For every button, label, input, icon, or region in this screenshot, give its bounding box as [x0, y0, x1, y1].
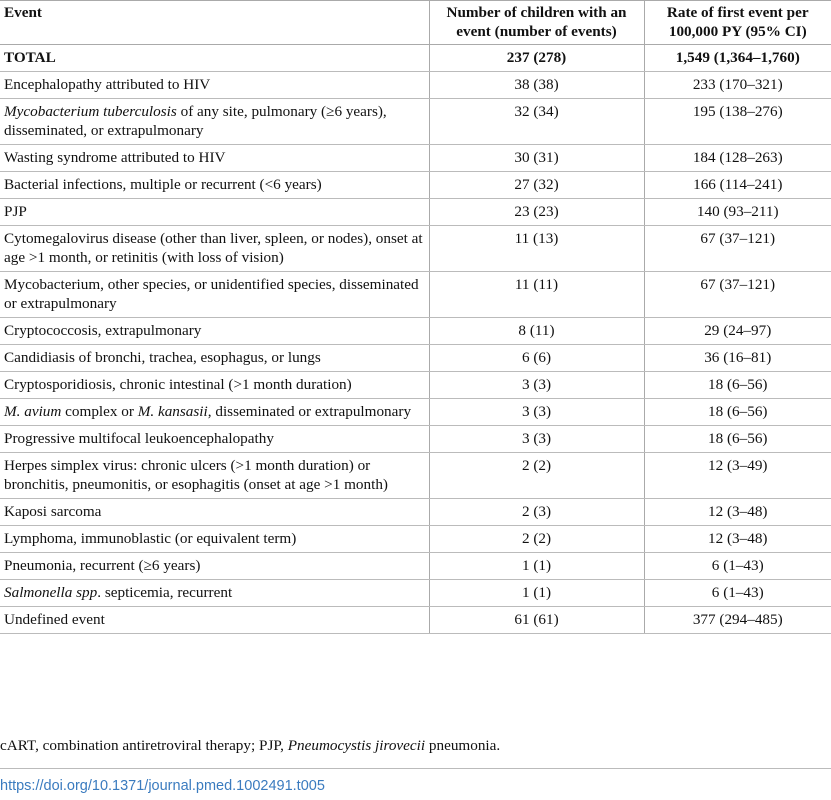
text-run: . septicemia, recurrent [97, 584, 233, 601]
italic-text: Salmonella spp [4, 584, 98, 601]
count-cell: 2 (2) [429, 453, 644, 499]
count-cell: 3 (3) [429, 399, 644, 426]
rate-cell: 6 (1–43) [644, 580, 831, 607]
rate-cell: 18 (6–56) [644, 426, 831, 453]
italic-text: Pneumocystis jirovecii [287, 737, 426, 754]
count-cell: 23 (23) [429, 199, 644, 226]
event-cell [0, 272, 429, 318]
text-run: PJP [4, 203, 27, 220]
rate-cell: 29 (24–97) [644, 318, 831, 345]
table-row [0, 199, 831, 226]
rate-cell: 36 (16–81) [644, 345, 831, 372]
text-run: Lymphoma, immunoblastic (or equivalent term) [4, 530, 297, 547]
count-cell: 11 (11) [429, 272, 644, 318]
table-row [0, 553, 831, 580]
count-cell: 6 (6) [429, 345, 644, 372]
rate-cell: 377 (294–485) [644, 607, 831, 634]
table-row [0, 426, 831, 453]
event-cell [0, 372, 429, 399]
rate-cell: 67 (37–121) [644, 272, 831, 318]
rate-cell: 184 (128–263) [644, 145, 831, 172]
table-row [0, 172, 831, 199]
count-cell: 11 (13) [429, 226, 644, 272]
rate-cell: 12 (3–48) [644, 499, 831, 526]
rate-cell: 1,549 (1,364–1,760) [644, 45, 831, 72]
table-row [0, 345, 831, 372]
event-cell [0, 553, 429, 580]
header-rate: Rate of first event per 100,000 PY (95% CI) [644, 1, 831, 45]
rate-cell: 67 (37–121) [644, 226, 831, 272]
count-cell: 38 (38) [429, 72, 644, 99]
footer-divider [0, 768, 831, 769]
table-row [0, 99, 831, 145]
event-cell [0, 172, 429, 199]
event-cell [0, 199, 429, 226]
count-cell: 237 (278) [429, 45, 644, 72]
text-run: Cryptococcosis, extrapulmonary [4, 322, 202, 339]
rate-cell: 140 (93–211) [644, 199, 831, 226]
rate-cell: 166 (114–241) [644, 172, 831, 199]
event-cell [0, 580, 429, 607]
rate-cell: 12 (3–48) [644, 526, 831, 553]
event-cell [0, 99, 429, 145]
count-cell: 2 (3) [429, 499, 644, 526]
rate-cell: 233 (170–321) [644, 72, 831, 99]
event-cell [0, 453, 429, 499]
count-cell: 8 (11) [429, 318, 644, 345]
text-run: Undefined event [4, 611, 105, 628]
event-cell [0, 607, 429, 634]
count-cell: 61 (61) [429, 607, 644, 634]
event-cell [0, 145, 429, 172]
italic-text: M. kansasii [137, 403, 208, 420]
text-run: Herpes simplex virus: chronic ulcers (>1 month duration) or bronchitis, pneumonitis, or esophagitis (onset at age >1 month) [4, 457, 388, 493]
text-run: of any site, pulmonary (≥6 years), disseminated, or extrapulmonary [4, 103, 387, 139]
table-row [0, 526, 831, 553]
table-row [0, 145, 831, 172]
rate-cell: 12 (3–49) [644, 453, 831, 499]
italic-text: M. avium [4, 403, 62, 420]
table-body [0, 45, 831, 634]
table-row [0, 372, 831, 399]
count-cell: 30 (31) [429, 145, 644, 172]
count-cell: 1 (1) [429, 580, 644, 607]
event-cell [0, 399, 429, 426]
text-run: Progressive multifocal leukoencephalopathy [4, 430, 274, 447]
table-row [0, 318, 831, 345]
text-run: Cryptosporidiosis, chronic intestinal (>1 month duration) [4, 376, 352, 393]
event-cell [0, 72, 429, 99]
event-cell [0, 226, 429, 272]
event-cell [0, 426, 429, 453]
table-row [0, 453, 831, 499]
rate-cell: 18 (6–56) [644, 372, 831, 399]
text-run: pneumonia. [425, 737, 501, 754]
rate-cell: 6 (1–43) [644, 553, 831, 580]
table-row [0, 72, 831, 99]
text-run: Encephalopathy attributed to HIV [4, 76, 211, 93]
count-cell: 1 (1) [429, 553, 644, 580]
event-cell [0, 318, 429, 345]
table-row [0, 272, 831, 318]
text-run: Kaposi sarcoma [4, 503, 102, 520]
text-run: , disseminated or extrapulmonary [207, 403, 412, 420]
event-cell [0, 526, 429, 553]
count-cell: 3 (3) [429, 372, 644, 399]
table-row [0, 226, 831, 272]
text-run: Wasting syndrome attributed to HIV [4, 149, 226, 166]
table-footnote [0, 736, 831, 755]
rate-cell: 18 (6–56) [644, 399, 831, 426]
text-run: Cytomegalovirus disease (other than liver, spleen, or nodes), onset at age >1 month, or retinitis (with loss of vision) [4, 230, 423, 266]
event-cell [0, 45, 429, 72]
event-cell [0, 499, 429, 526]
text-run: Bacterial infections, multiple or recurrent (<6 years) [4, 176, 322, 193]
doi-link[interactable]: https://doi.org/10.1371/journal.pmed.1002491.t005 [0, 778, 325, 794]
table-row [0, 580, 831, 607]
count-cell: 32 (34) [429, 99, 644, 145]
text-run: TOTAL [4, 49, 56, 66]
text-run: Mycobacterium, other species, or unidentified species, disseminated or extrapulmonary [4, 276, 419, 312]
text-run: Candidiasis of bronchi, trachea, esophagus, or lungs [4, 349, 321, 366]
count-cell: 27 (32) [429, 172, 644, 199]
table-row [0, 45, 831, 72]
table-row [0, 399, 831, 426]
text-run: complex or [61, 403, 138, 420]
rate-cell: 195 (138–276) [644, 99, 831, 145]
header-count: Number of children with an event (number of events) [429, 1, 644, 45]
event-cell [0, 345, 429, 372]
text-run: Pneumonia, recurrent (≥6 years) [4, 557, 201, 574]
table-row [0, 499, 831, 526]
italic-text: Mycobacterium tuberculosis [4, 103, 177, 120]
count-cell: 3 (3) [429, 426, 644, 453]
table-row [0, 607, 831, 634]
count-cell: 2 (2) [429, 526, 644, 553]
table-header-row [0, 1, 831, 45]
text-run: cART, combination antiretroviral therapy; PJP, [0, 737, 288, 754]
header-event: Event [0, 1, 429, 45]
